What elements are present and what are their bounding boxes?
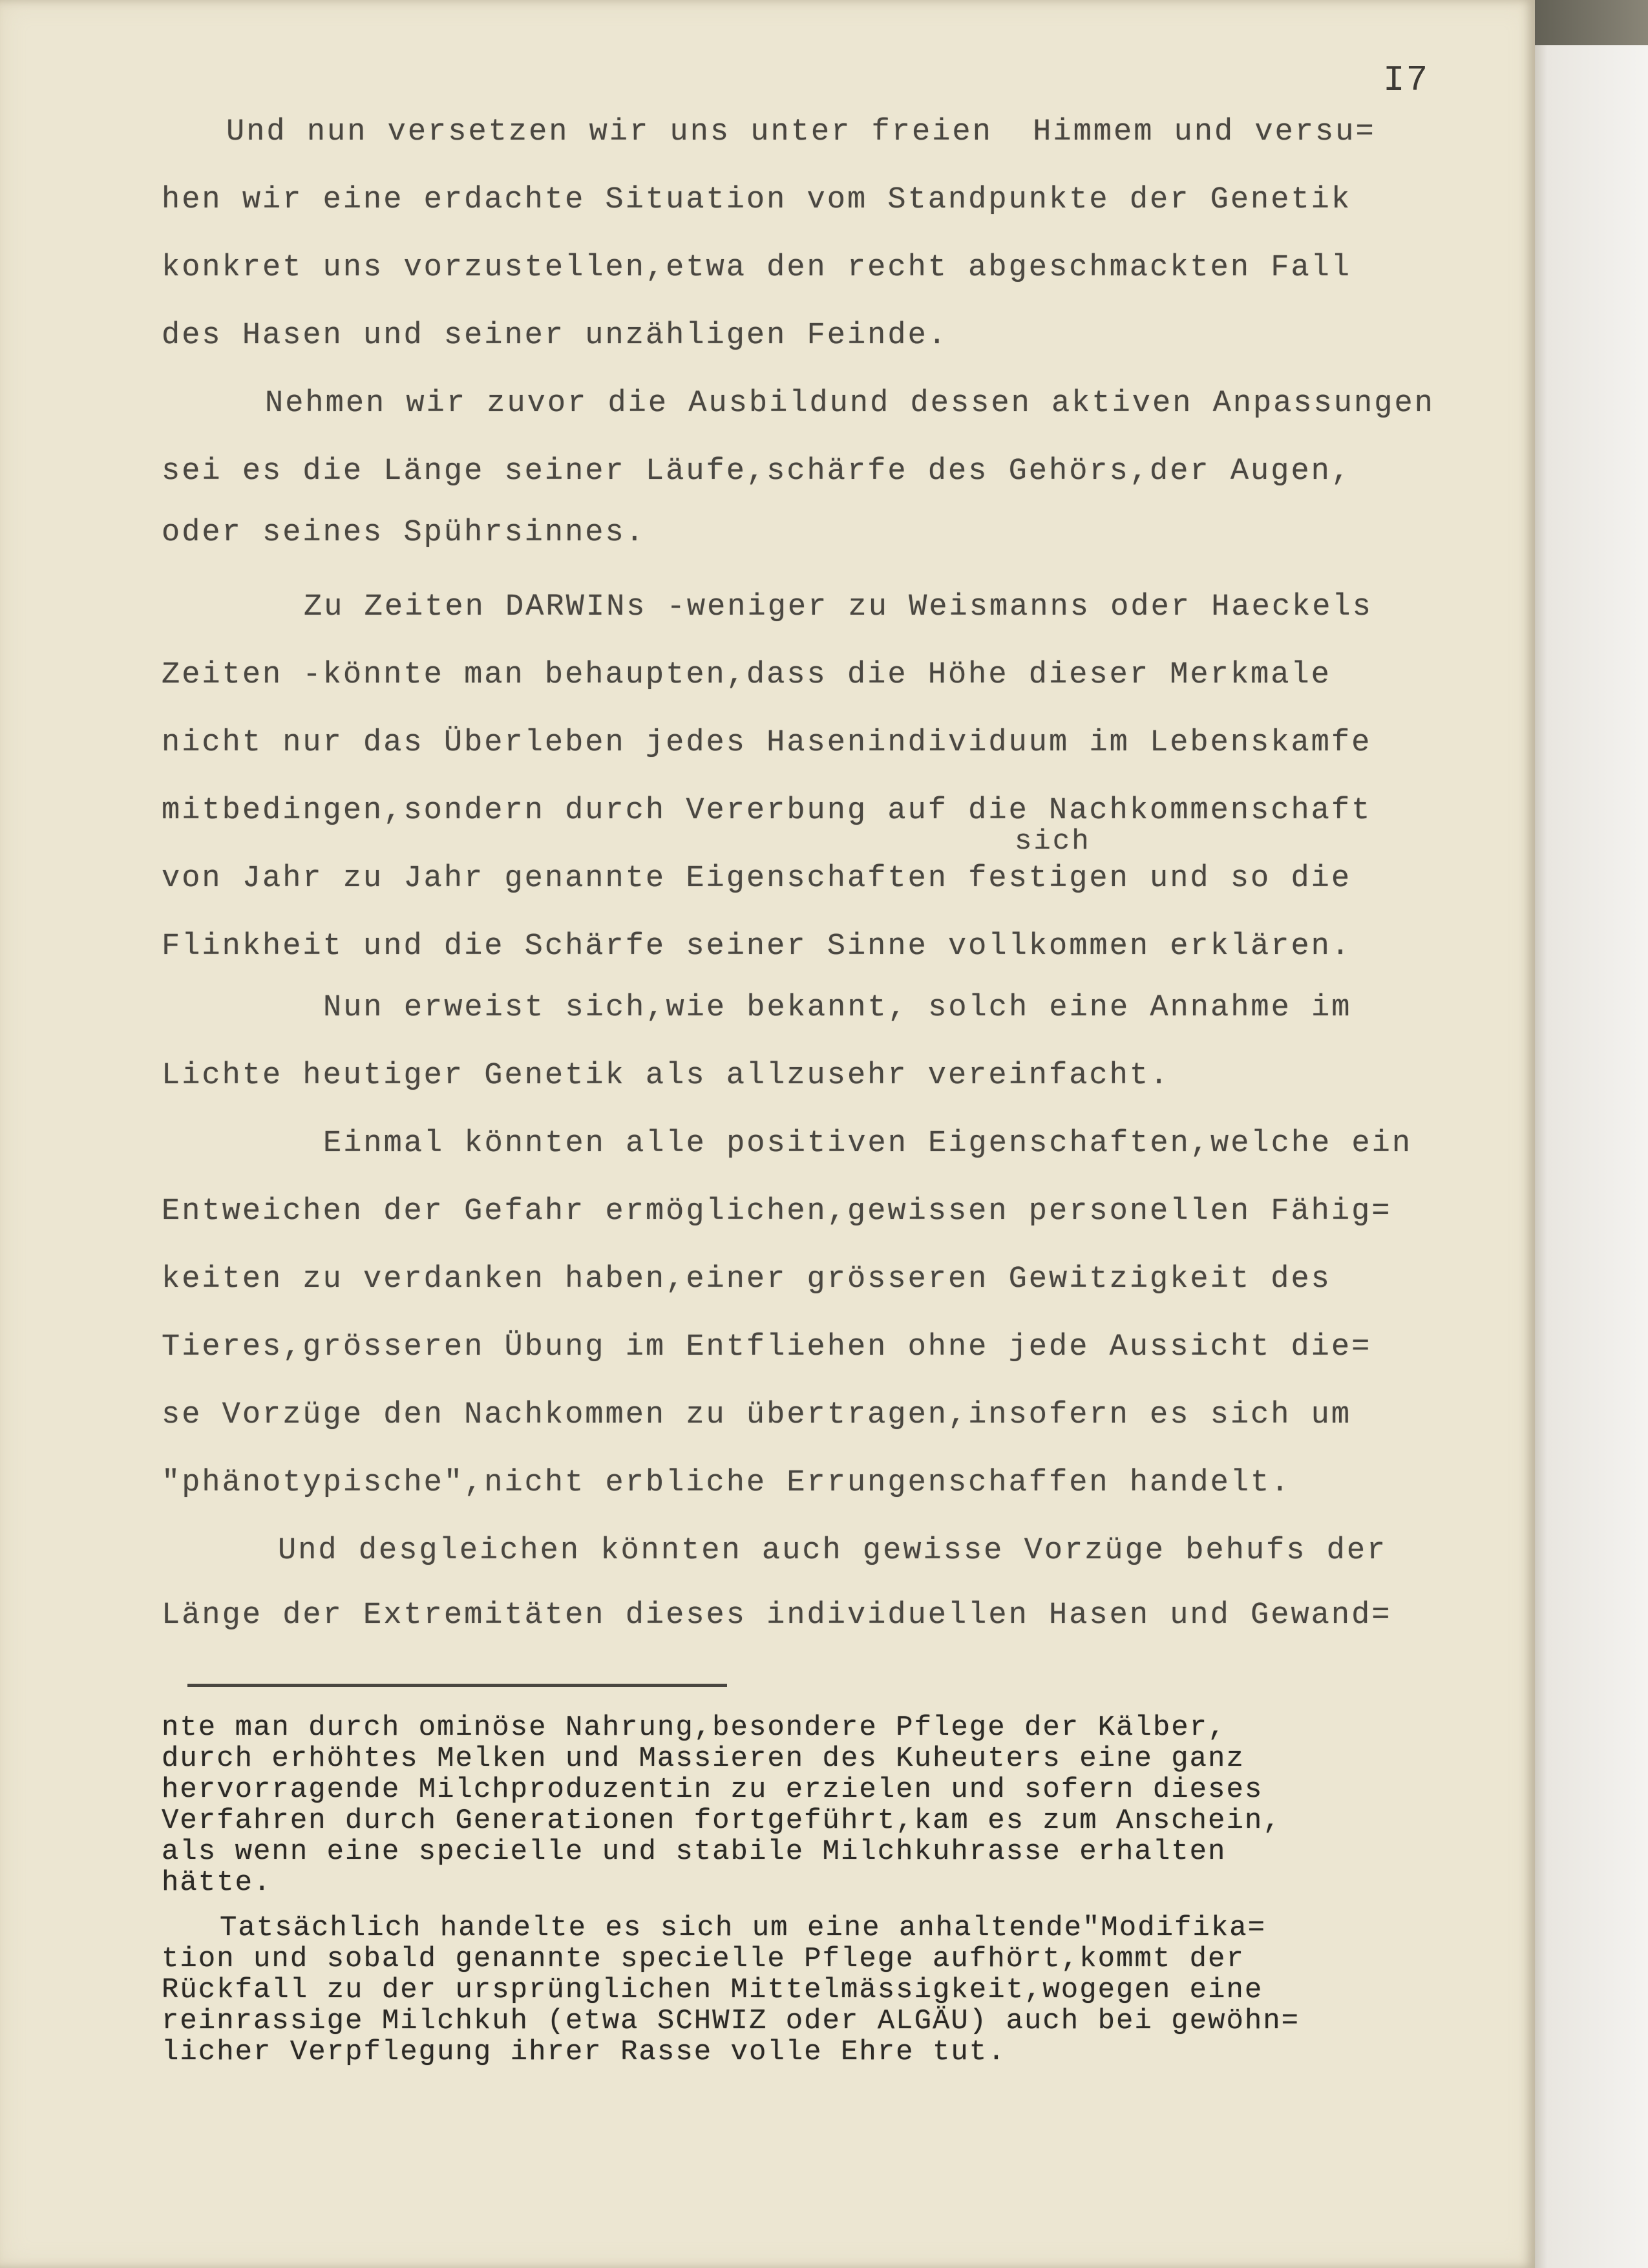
text-line: keiten zu verdanken haben,einer grösseren Gewitzigkeit des bbox=[162, 1262, 1331, 1297]
text-line: konkret uns vorzustellen,etwa den recht abgeschmackten Fall bbox=[162, 251, 1352, 285]
page-number: I7 bbox=[1383, 59, 1430, 101]
text-line: mitbedingen,sondern durch Vererbung auf die Nachkommenschaft bbox=[162, 794, 1372, 828]
footnote-line: hätte. bbox=[162, 1867, 272, 1899]
text-line: Nun erweist sich,wie bekannt, solch eine Annahme im bbox=[323, 991, 1352, 1025]
text-line: Nehmen wir zuvor die Ausbildund dessen aktiven Anpassungen bbox=[265, 387, 1435, 421]
footnote-line: durch erhöhtes Melken und Massieren des Kuheuters eine ganz bbox=[162, 1743, 1245, 1775]
text-line: oder seines Spührsinnes. bbox=[162, 516, 646, 550]
footnote-line: Verfahren durch Generationen fortgeführt,kam es zum Anschein, bbox=[162, 1805, 1282, 1837]
text-line: Einmal könnten alle positiven Eigenschaften,welche ein bbox=[323, 1127, 1413, 1161]
footnote-line: licher Verpflegung ihrer Rasse volle Ehre tut. bbox=[162, 2036, 1006, 2068]
text-line: se Vorzüge den Nachkommen zu übertragen,insofern es sich um bbox=[162, 1398, 1352, 1432]
text-line: Und nun versetzen wir uns unter freien Himmem und versu= bbox=[226, 115, 1376, 149]
text-line: Zu Zeiten DARWINs -weniger zu Weismanns oder Haeckels bbox=[304, 590, 1373, 624]
text-line: nicht nur das Überleben jedes Hasenindividuum im Lebenskamfe bbox=[162, 726, 1372, 760]
footnote-line: nte man durch ominöse Nahrung,besondere Pflege der Kälber, bbox=[162, 1712, 1227, 1744]
text-line: Zeiten -könnte man behaupten,dass die Höhe dieser Merkmale bbox=[162, 658, 1331, 692]
footnote-line: Rückfall zu der ursprünglichen Mittelmässigkeit,wogegen eine bbox=[162, 1974, 1263, 2006]
text-line: sei es die Länge seiner Läufe,schärfe des Gehörs,der Augen, bbox=[162, 454, 1352, 489]
text-line: von Jahr zu Jahr genannte Eigenschaften festigen und so die bbox=[162, 862, 1352, 896]
text-line: hen wir eine erdachte Situation vom Standpunkte der Genetik bbox=[162, 183, 1352, 217]
footnote-line: Tatsächlich handelte es sich um eine anhaltende"Modifika= bbox=[220, 1912, 1267, 1944]
footnote-line: hervorragende Milchproduzentin zu erzielen und sofern dieses bbox=[162, 1774, 1263, 1806]
text-line: Länge der Extremitäten dieses individuellen Hasen und Gewand= bbox=[162, 1598, 1392, 1633]
text-line: Flinkheit und die Schärfe seiner Sinne vollkommen erklären. bbox=[162, 929, 1352, 964]
text-line: "phänotypische",nicht erbliche Errungenschaffen handelt. bbox=[162, 1466, 1291, 1500]
text-line: Entweichen der Gefahr ermöglichen,gewissen personellen Fähig= bbox=[162, 1194, 1392, 1229]
text-line: Tieres,grösseren Übung im Entfliehen ohne jede Aussicht die= bbox=[162, 1330, 1372, 1364]
scanner-edge-shadow bbox=[1525, 0, 1648, 45]
text-line: Und desgleichen könnten auch gewisse Vorzüge behufs der bbox=[278, 1534, 1388, 1568]
text-line: Lichte heutiger Genetik als allzusehr vereinfacht. bbox=[162, 1059, 1170, 1093]
footnote-line: reinrassige Milchkuh (etwa SCHWIZ oder ALGÄU) auch bei gewöhn= bbox=[162, 2005, 1300, 2037]
footnote-separator bbox=[187, 1684, 727, 1687]
text-line: des Hasen und seiner unzähligen Feinde. bbox=[162, 319, 948, 353]
footnote-line: als wenn eine specielle und stabile Milchkuhrasse erhalten bbox=[162, 1836, 1227, 1868]
footnote-line: tion und sobald genannte specielle Pflege aufhört,kommt der bbox=[162, 1943, 1245, 1975]
interlinear-insertion: sich bbox=[1015, 825, 1091, 858]
scan-background bbox=[1525, 0, 1648, 2268]
